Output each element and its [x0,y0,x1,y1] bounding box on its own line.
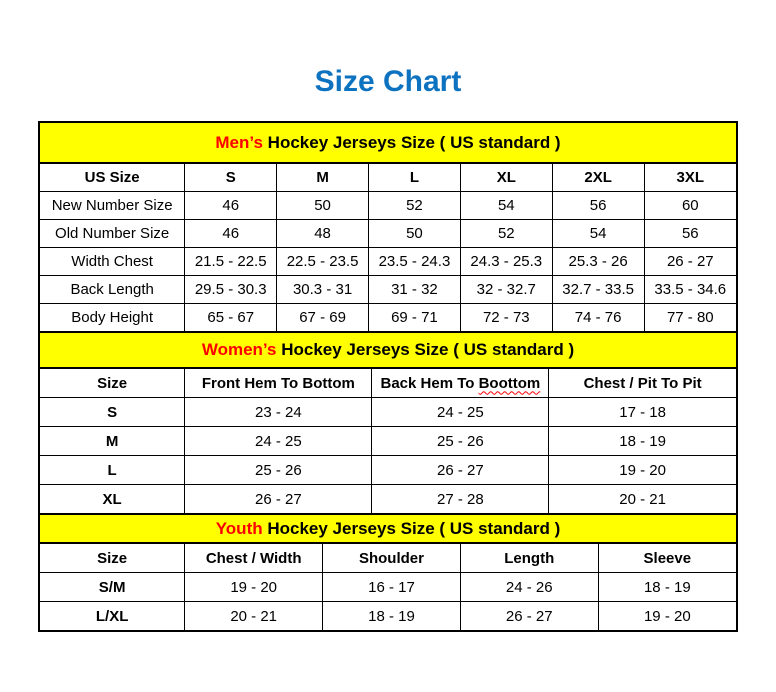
section-title-accent-youth: Youth [215,518,263,538]
data-cell: 56 [644,220,736,248]
table-row [40,276,736,304]
data-cell: 52 [369,192,461,220]
data-cell: 23.5 - 24.3 [369,248,461,276]
womens-size-table [40,369,736,513]
header-cell: 2XL [552,164,644,192]
womens-header-row [40,369,736,398]
row-label: New Number Size [40,192,185,220]
data-cell: 19 - 20 [643,607,691,625]
header-cell-text: Back Hem To [380,374,475,392]
header-cell: M [277,164,369,192]
data-cell: 26 - 27 [644,248,736,276]
header-cell: Length [460,544,598,573]
data-cell: 19 - 20 [185,573,323,602]
data-cell: 77 - 80 [666,309,714,326]
data-cell: 26 - 27 [460,602,598,631]
header-cell: XL [460,164,552,192]
data-cell: 65 - 67 [185,304,277,332]
data-cell: 56 [552,192,644,220]
row-label: Back Length [40,276,185,304]
row-label: M [40,427,185,456]
row-label: Body Height [40,304,185,332]
row-label: S/M [40,573,185,602]
data-cell: 22.5 - 23.5 [277,248,369,276]
data-cell: 24.3 - 25.3 [460,248,552,276]
table-row [40,192,736,220]
data-cell: 25 - 26 [372,427,549,456]
page-title: Size Chart [314,65,462,98]
table-row [40,427,736,456]
data-cell: 32 - 32.7 [460,276,552,304]
header-cell: L [369,164,461,192]
data-cell: 46 [185,192,277,220]
mens-size-table [40,164,736,331]
data-cell: 33.5 - 34.6 [644,276,736,304]
misspelled-word: Boottom [478,374,541,392]
data-cell: 27 - 28 [372,485,549,514]
header-cell: Chest / Pit To Pit [549,369,736,398]
data-cell: 18 - 19 [323,602,461,631]
table-row [40,602,736,631]
table-row [40,248,736,276]
data-cell: 52 [460,220,552,248]
data-cell: 17 - 18 [549,398,736,427]
data-cell: 50 [277,192,369,220]
header-cell: 3XL [644,164,736,192]
data-cell: 46 [185,220,277,248]
table-row [40,220,736,248]
data-cell: 24 - 25 [185,427,372,456]
row-label: XL [40,485,185,514]
header-cell: Size [40,369,185,398]
header-cell: Shoulder [323,544,461,573]
youth-header-row [40,544,736,573]
data-cell: 29.5 - 30.3 [185,276,277,304]
data-cell: 25.3 - 26 [552,248,644,276]
data-cell: 26 - 27 [372,456,549,485]
header-cell: US Size [40,164,185,192]
table-row [40,456,736,485]
data-cell: 60 [644,192,736,220]
header-cell: Chest / Width [185,544,323,573]
row-label: L [40,456,185,485]
table-row [40,485,736,514]
youth-size-table [40,544,736,630]
data-cell: 16 - 17 [323,573,461,602]
table-row [40,398,736,427]
header-cell: Sleeve [598,544,736,573]
data-cell: 74 - 76 [552,304,644,332]
section-header-youth [40,513,736,544]
section-title-accent-mens: Men’s [215,132,263,152]
size-chart [38,121,738,632]
row-label: L/XL [40,602,185,631]
header-cell [372,369,549,398]
data-cell: 48 [277,220,369,248]
data-cell: 25 - 26 [185,456,372,485]
data-cell: 69 - 71 [369,304,461,332]
data-cell: 30.3 - 31 [277,276,369,304]
data-cell: 18 - 19 [598,573,736,602]
data-cell: 18 - 19 [549,427,736,456]
section-header-mens [40,123,736,164]
header-cell: S [185,164,277,192]
data-cell: 54 [552,220,644,248]
data-cell: 24 - 26 [460,573,598,602]
row-label: S [40,398,185,427]
data-cell: 26 - 27 [185,485,372,514]
mens-header-row [40,164,736,192]
section-title-rest-mens: Hockey Jerseys Size ( US standard ) [262,132,561,152]
data-cell: 19 - 20 [549,456,736,485]
section-title-rest-youth: Hockey Jerseys Size ( US standard ) [262,518,561,538]
data-cell: 21.5 - 22.5 [185,248,277,276]
data-cell: 32.7 - 33.5 [552,276,644,304]
data-cell: 54 [460,192,552,220]
row-label: Old Number Size [40,220,185,248]
section-title-accent-womens: Women’s [201,340,277,359]
section-title-rest-womens: Hockey Jerseys Size ( US standard ) [276,340,575,359]
table-row [40,573,736,602]
table-row [40,304,736,332]
header-cell: Front Hem To Bottom [185,369,372,398]
row-label: Width Chest [40,248,185,276]
data-cell: 31 - 32 [369,276,461,304]
data-cell: 20 - 21 [619,490,666,508]
data-cell: 24 - 25 [372,398,549,427]
data-cell: 50 [369,220,461,248]
data-cell: 67 - 69 [277,304,369,332]
header-cell: Size [40,544,185,573]
section-header-womens [40,331,736,369]
data-cell: 72 - 73 [460,304,552,332]
data-cell: 20 - 21 [185,602,323,631]
data-cell: 23 - 24 [185,398,372,427]
